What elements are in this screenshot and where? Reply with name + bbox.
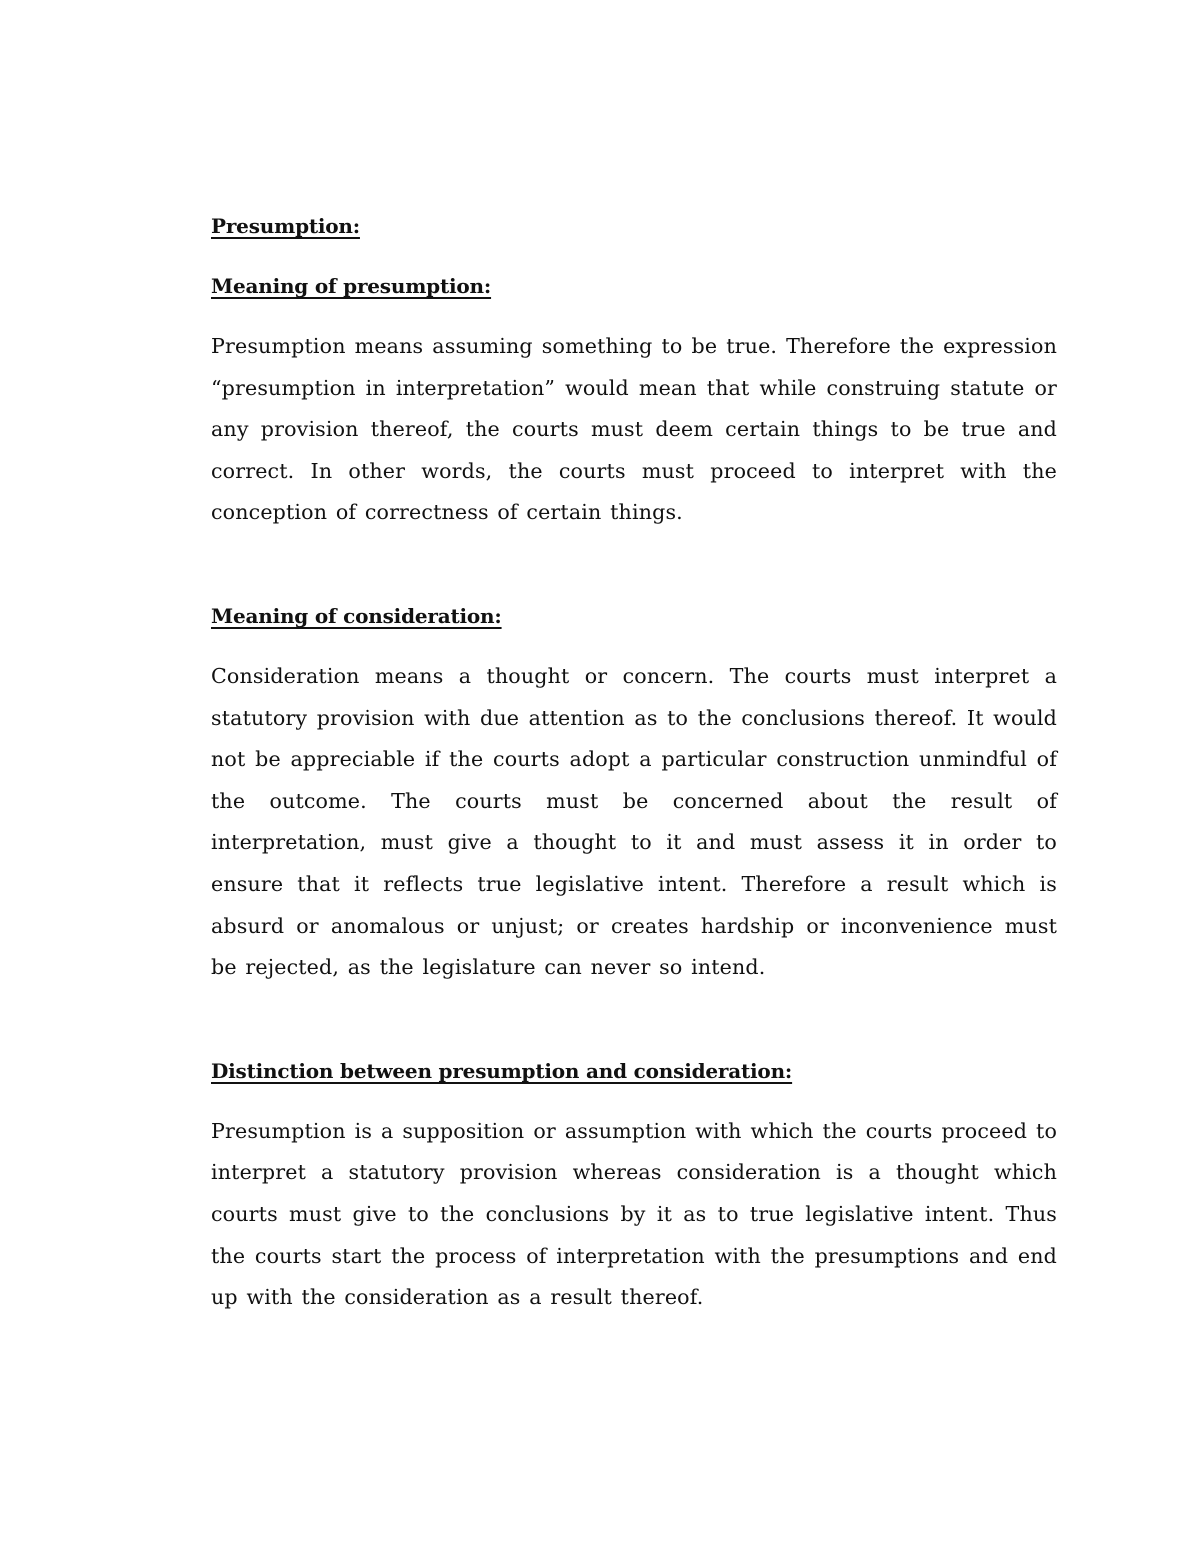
document-content xyxy=(211,206,1057,1319)
section-body: Presumption means assuming something to be true. Therefore the expression “presumption in interpretation” would mean that while construing statute or any provision thereof, the courts must deem certain things to be true and correct. In other words, the courts must proceed to interpret with the conception of correctness of certain things. xyxy=(211,334,1057,525)
document-title: Presumption: xyxy=(211,214,360,238)
section-spacer xyxy=(211,989,1057,1051)
section-spacer xyxy=(211,534,1057,596)
section-heading: Meaning of consideration: xyxy=(211,603,502,628)
section-heading: Distinction between presumption and consideration: xyxy=(211,1058,793,1083)
section-heading: Meaning of presumption: xyxy=(211,274,492,298)
section-distinction xyxy=(211,1051,1057,1319)
section-meaning-of-consideration xyxy=(211,596,1057,989)
section-body: Consideration means a thought or concern. The courts must interpret a statutory provision with due attention as to the conclusions thereof. It would not be appreciable if the courts adopt a particular construction unmindful of the outcome. The courts must be concerned about the result of interpretation, must give a thought to it and must assess it in order to ensure that it reflects true legislative intent. Therefore a result which is absurd or anomalous or unjust; or creates hardship or inconvenience must be rejected, as the legislature can never so intend. xyxy=(211,663,1057,980)
section-body: Presumption is a supposition or assumption with which the courts proceed to interpret a statutory provision whereas consideration is a thought which courts must give to the conclusions by it as to true legislative intent. Thus the courts start the process of interpretation with the presumptions and end up with the consideration as a result thereof. xyxy=(211,1118,1057,1310)
section-meaning-of-presumption xyxy=(211,266,1057,534)
